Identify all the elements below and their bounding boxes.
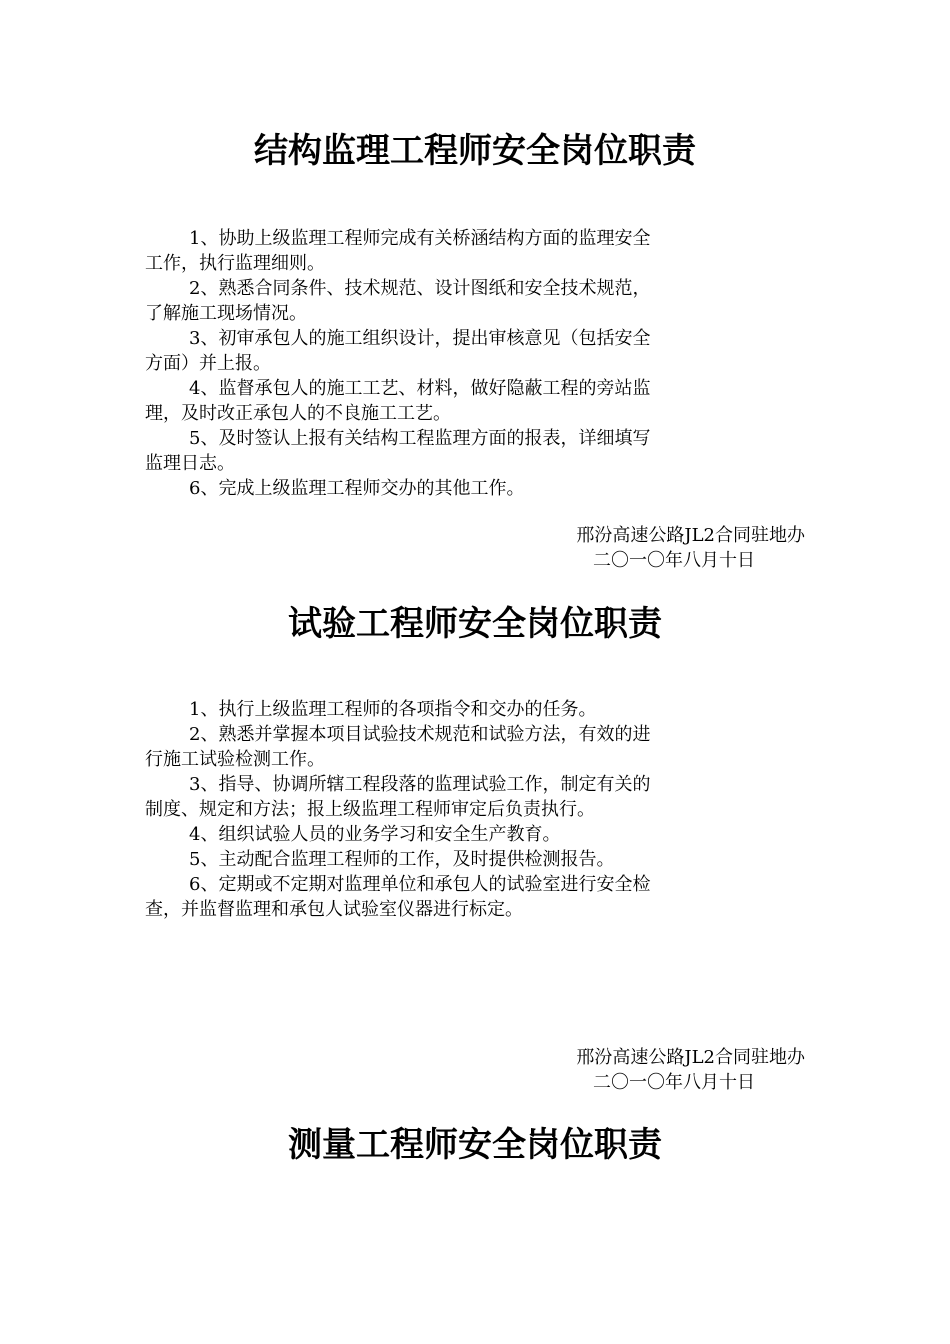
paragraph-line: 3、初审承包人的施工组织设计，提出审核意见（包括安全 [189, 328, 651, 349]
signature-date: 二〇一〇年八月十日 [593, 550, 755, 571]
section-title: 测量工程师安全岗位职责 [288, 1125, 662, 1165]
paragraph-line: 1、协助上级监理工程师完成有关桥涵结构方面的监理安全 [189, 228, 651, 249]
section-body [145, 697, 765, 922]
paragraph-line: 4、组织试验人员的业务学习和安全生产教育。 [189, 824, 561, 845]
paragraph-line: 方面）并上报。 [145, 353, 271, 374]
signature-org: 邢汾高速公路JL2合同驻地办 [576, 525, 805, 546]
signature-date: 二〇一〇年八月十日 [593, 1072, 755, 1093]
paragraph-line: 监理日志。 [145, 453, 235, 474]
paragraph-line: 5、主动配合监理工程师的工作，及时提供检测报告。 [189, 849, 615, 870]
paragraph-line: 6、完成上级监理工程师交办的其他工作。 [189, 478, 525, 499]
paragraph-line: 制度、规定和方法；报上级监理工程师审定后负责执行。 [145, 799, 595, 820]
paragraph-line: 工作，执行监理细则。 [145, 253, 325, 274]
paragraph-line: 2、熟悉合同条件、技术规范、设计图纸和安全技术规范， [189, 278, 651, 299]
paragraph-line: 行施工试验检测工作。 [145, 749, 325, 770]
section-title: 结构监理工程师安全岗位职责 [254, 131, 696, 171]
paragraph-line: 6、定期或不定期对监理单位和承包人的试验室进行安全检 [189, 874, 651, 895]
paragraph-line: 了解施工现场情况。 [145, 303, 307, 324]
section-title: 试验工程师安全岗位职责 [288, 604, 662, 644]
paragraph-line: 1、执行上级监理工程师的各项指令和交办的任务。 [189, 699, 597, 720]
paragraph-line: 3、指导、协调所辖工程段落的监理试验工作，制定有关的 [189, 774, 651, 795]
section-body [145, 226, 765, 501]
paragraph-line: 4、监督承包人的施工工艺、材料，做好隐蔽工程的旁站监 [189, 378, 651, 399]
signature-org: 邢汾高速公路JL2合同驻地办 [576, 1047, 805, 1068]
paragraph-line: 5、及时签认上报有关结构工程监理方面的报表，详细填写 [189, 428, 651, 449]
paragraph-line: 理，及时改正承包人的不良施工工艺。 [145, 403, 451, 424]
paragraph-line: 查，并监督监理和承包人试验室仪器进行标定。 [145, 899, 523, 920]
paragraph-line: 2、熟悉并掌握本项目试验技术规范和试验方法，有效的进 [189, 724, 651, 745]
